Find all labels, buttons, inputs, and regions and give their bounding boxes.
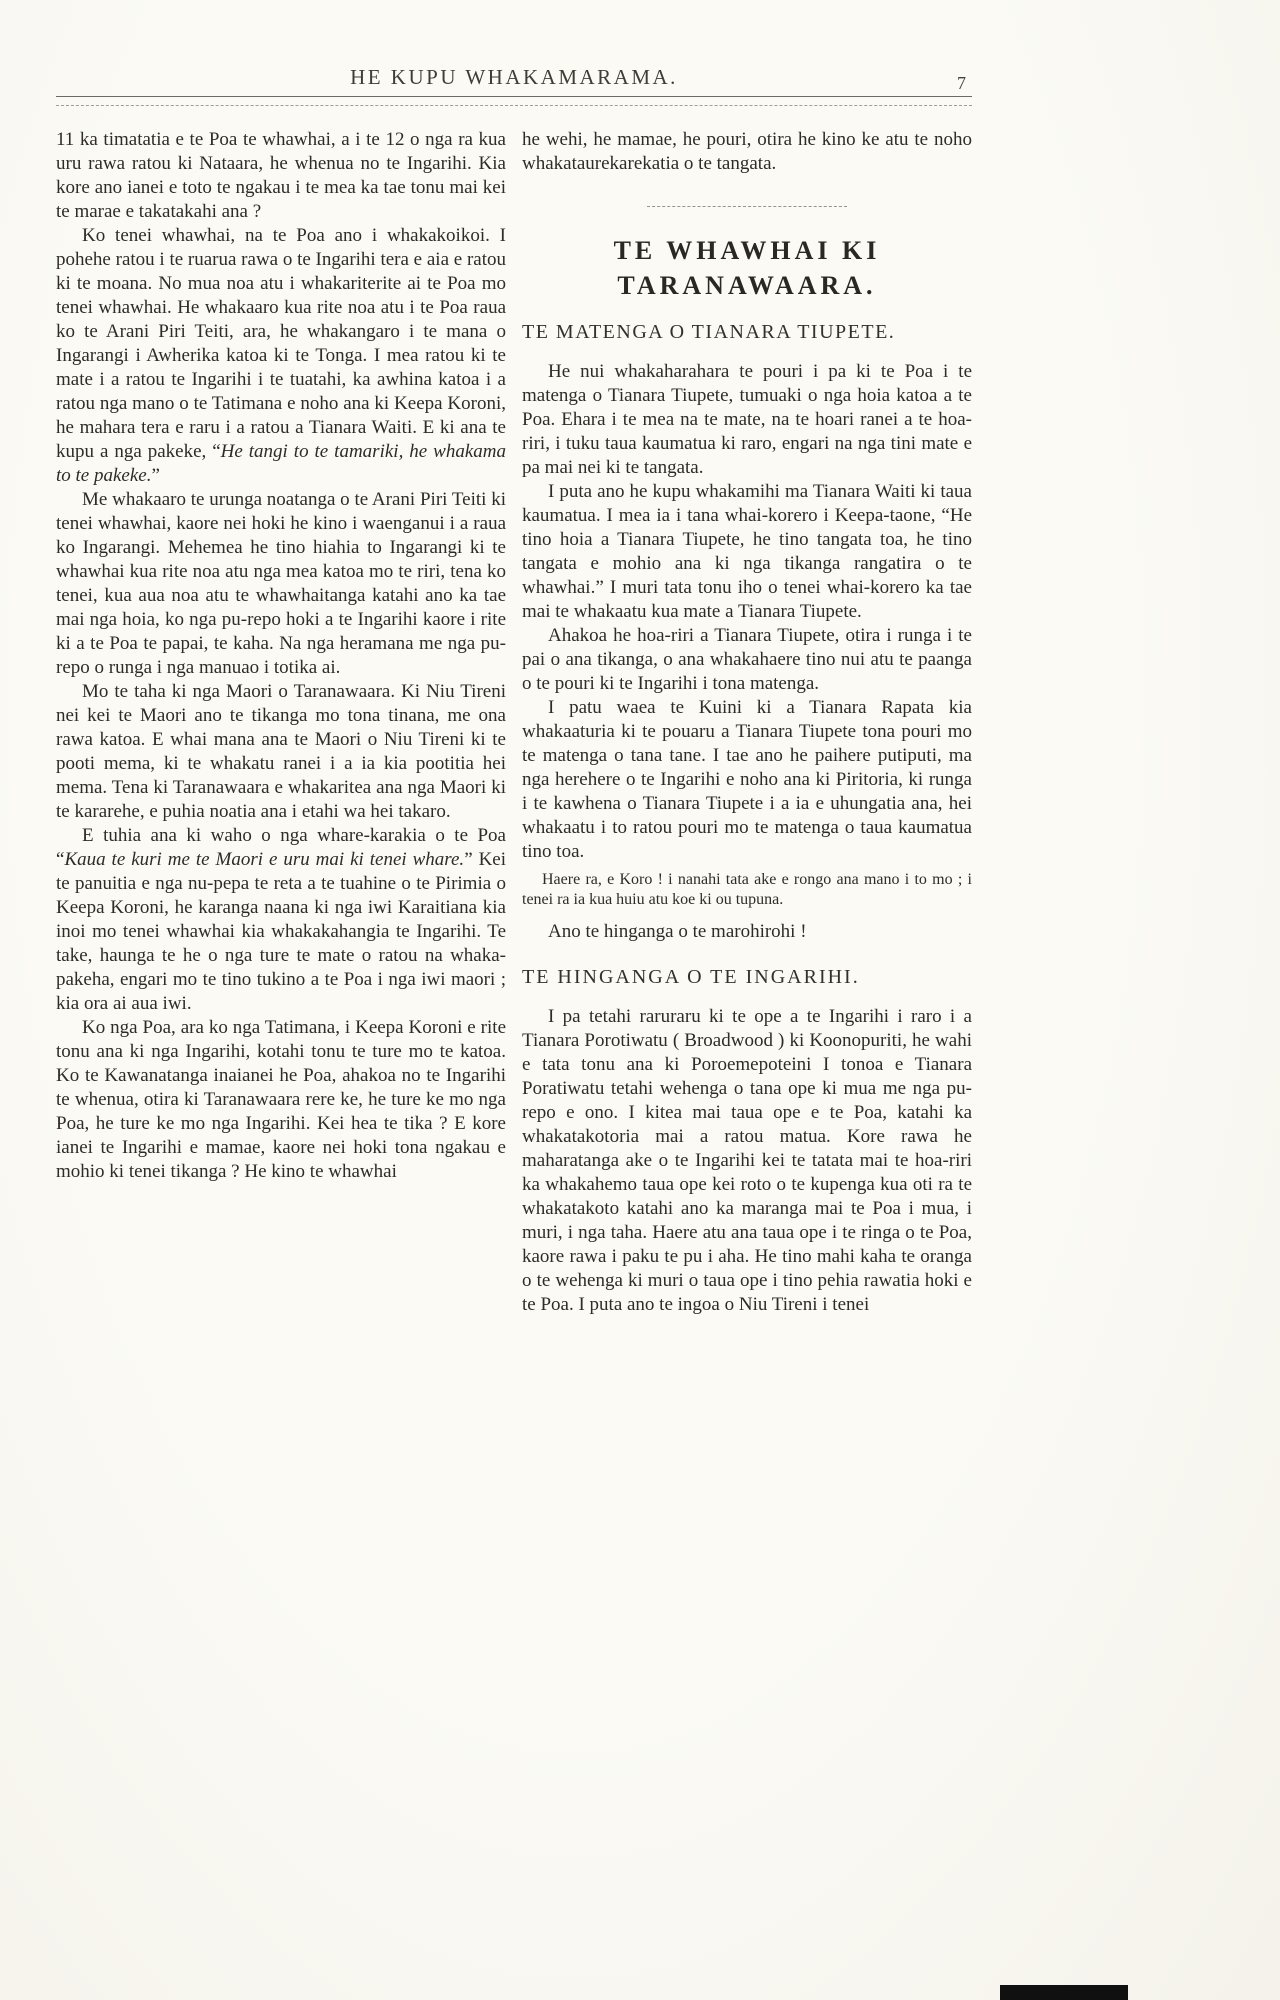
text-segment: ” Kei te panuitia e nga nu-pepa te reta a te tuahine o te Pirimia o Keepa Koroni, he karanga naana ki nga iwi Karaitiana kia inoi mo tenei whawhai kia whakakahangia te Ingarihi. Te take, haunga te he o nga ture te mate o ratou na whaka-pakeha, engari mo te tino tukino a te Poa i nga iwi maori ; kia ora ai aua iwi. bbox=[56, 849, 506, 1014]
article-subtitle: TE MATENGA O TIANARA TIUPETE. bbox=[522, 321, 896, 343]
paragraph bbox=[56, 1016, 506, 1184]
article-title-line2: TARANAWAARA. bbox=[617, 271, 877, 300]
paragraph-continuation bbox=[522, 128, 972, 176]
paragraph bbox=[56, 824, 506, 1016]
page-number: 7 bbox=[957, 73, 966, 93]
paragraph bbox=[522, 1005, 972, 1317]
text-segment: Mo te taha ki nga Maori o Taranawaara. Ki Niu Tireni nei kei te Maori ano te tikanga mo tona tinana, me ona rawa katoa. E whai mana ana te Maori o Niu Tireni ki te pooti mema, ki te whakatu ranei i a ia kia pootitia hei mema. Tena ki Taranawaara e whakaritea ana nga Maori ki te kararehe, e puhia noatia ana i etahi wa hei takaro. bbox=[56, 681, 506, 822]
paragraph bbox=[522, 360, 972, 480]
scan-artifact-bar bbox=[1000, 1985, 1128, 2000]
article-title-line1: TE WHAWHAI KI bbox=[613, 236, 881, 265]
text-segment: Me whakaaro te urunga noatanga o te Arani Piri Teiti ki tenei whawhai, kaore nei hoki he kino i waenganui i a raua ko Ingarangi. Mehemea he tino hiahia to Ingarangi ki te whawhai kua rite noa atu nga mea katoa mo te riri, tena ko tenei, kua aua noa atu te whawhaitanga katahi ano ka tae mai nga hoia, ko nga pu-repo hoki a te Ingarihi kaore i rite ki a te Poa te papai, te kaha. Na nga heramana me nga pu-repo o runga i nga manuao i totika ai. bbox=[56, 489, 506, 678]
closing-line bbox=[522, 920, 972, 944]
page-title: HE KUPU WHAKAMARAMA. bbox=[350, 65, 678, 89]
text-segment: I pa tetahi raruraru ki te ope a te Ingarihi i raro i a Tianara Porotiwatu ( Broadwood ) ki Koonopuriti, he wahi e tata tonu ana ki Poroemepoteini I tonoa e Tianara Poratiwatu tetahi wehenga o tana ope ki mua me nga pu-repo e ono. I kitea mai taua ope e te Poa, katahi ka whakatakotoria mai a ratou matua. Kore rawa he maharatanga ake o te Ingarihi kei te tatata mai te hoa-riri ka whakahemo taua ope kei roto o te kupenga kua oti ra te whakatakoto katahi ano ka maranga mai te Poa i mua, i muri, i nga taha. Haere atu ana taua ope i te ringa o te Poa, kaore rawa i paku te pu i aha. He tino mahi kaha te oranga o te wehenga ki muri o taua ope i tino pehia rawatia hoki e te Poa. I puta ano te ingoa o Niu Tireni i tenei bbox=[522, 1006, 972, 1315]
paragraph bbox=[522, 480, 972, 624]
paragraph bbox=[56, 128, 506, 224]
paragraph bbox=[56, 680, 506, 824]
text-columns bbox=[56, 128, 972, 1317]
article2-title: TE HINGANGA O TE INGARIHI. bbox=[522, 966, 860, 988]
text-segment: Ahakoa he hoa-riri a Tianara Tiupete, otira i runga i te pai o ana tikanga, o ana whakahaere tino nui atu te paanga o te pouri ki te Ingarihi i tona matenga. bbox=[522, 625, 972, 694]
text-segment: Haere ra, e Koro ! i nanahi tata ake e rongo ana mano i to mo ; i tenei ra ia kua huiu atu koe ki ou tupuna. bbox=[522, 871, 972, 908]
article-title bbox=[522, 233, 972, 303]
paragraph bbox=[56, 224, 506, 488]
text-segment: ” bbox=[151, 465, 160, 486]
text-segment: He tangi to te tamariki, he whakama to te pakeke. bbox=[56, 441, 506, 486]
text-segment: E tuhia ana ki waho o nga whare-karakia o te Poa “ bbox=[56, 825, 506, 870]
paragraph bbox=[56, 488, 506, 680]
text-segment: he wehi, he mamae, he pouri, otira he kino ke atu te noho whakataurekarekatia o te tangata. bbox=[522, 129, 972, 174]
text-segment: Ko nga Poa, ara ko nga Tatimana, i Keepa Koroni e rite tonu ana ki nga Ingarihi, kotahi tonu te ture mo te katoa. Ko te Kawanatanga inaianei he Poa, ahakoa no te Ingarihi te whenua, otira ki Taranawaara rere ke, he ture ke mo nga Poa, he ture ke mo nga Ingarihi. Kei hea te tika ? E kore ianei te Ingarihi e mamae, kaore nei hoki tona ngakau e mohio ki tenei tikanga ? He kino te whawhai bbox=[56, 1017, 506, 1182]
header-rule bbox=[56, 105, 972, 106]
text-segment: He nui whakaharahara te pouri i pa ki te Poa i te matenga o Tianara Tiupete, tumuaki o nga hoia katoa a te Poa. Ehara i te mea na te mate, na te hoari ranei a te hoa-riri, i tuku taua kaumatua ki raro, engari na nga tini mate e pa mai nei ki te tangata. bbox=[522, 361, 972, 478]
text-segment: I patu waea te Kuini ki a Tianara Rapata kia whakaaturia ki te pouaru a Tianara Tiupete tona pouri mo te matenga o tana tane. I tae ano he paihere putiputi, ma nga herehere o te Ingarihi e noho ana ki Piritoria, ki runga i te kawhena o Tianara Tiupete i a ia e uhungatia ana, hei whakaatu i to ratou pouri mo te matenga o taua kaumatua tino toa. bbox=[522, 697, 972, 862]
column-left bbox=[56, 128, 506, 1184]
section-divider bbox=[647, 206, 847, 207]
text-segment: 11 ka timatatia e te Poa te whawhai, a i te 12 o nga ra kua uru rawa ratou ki Nataara, he whenua no te Ingarihi. Kia kore ano ianei e toto te ngakau i te mea ka tae tonu mai kei te marae e takatakahi ana ? bbox=[56, 129, 506, 222]
paragraph bbox=[522, 696, 972, 864]
text-segment: I puta ano he kupu whakamihi ma Tianara Waiti ki taua kaumatua. I mea ia i tana whai-korero i Keepa-taone, “He tino hoia a Tianara Tiupete, he tino tangata toa, he tino tangata e mohio ana ki nga tikanga rangatira o te whawhai.” I muri tata tonu iho o tenei whai-korero ka tae mai te whakaatu kua mate a Tianara Tiupete. bbox=[522, 481, 972, 622]
page-content bbox=[56, 60, 972, 1317]
text-segment: Ko tenei whawhai, na te Poa ano i whakakoikoi. I pohehe ratou i te ruarua rawa o te Ingarihi tera e aia e ratou ki te moana. No mua noa atu i whakariterite ai te Poa mo tenei whawhai. He whakaaro kua rite noa atu i te Poa raua ko te Arani Piri Teiti, ara, he whakangaro i te mana o Ingarangi i Awherika katoa ki te Tonga. I mea ratou ki te mate i a ratou te Ingarihi i te tuatahi, ka awhina katoa i a ratou nga mano o te Tatimana e noho ana ki Keepa Koroni, he mahara tera e raru i a ratou a Tianara Waiti. E ki ana te kupu a nga pakeke, “ bbox=[56, 225, 506, 462]
text-segment: Ano te hinganga o te marohirohi ! bbox=[548, 921, 807, 942]
column-right bbox=[522, 128, 972, 1317]
paragraph bbox=[522, 624, 972, 696]
footnote bbox=[522, 870, 972, 910]
text-segment: Kaua te kuri me te Maori e uru mai ki tenei whare. bbox=[64, 849, 465, 870]
page-header bbox=[56, 60, 972, 97]
